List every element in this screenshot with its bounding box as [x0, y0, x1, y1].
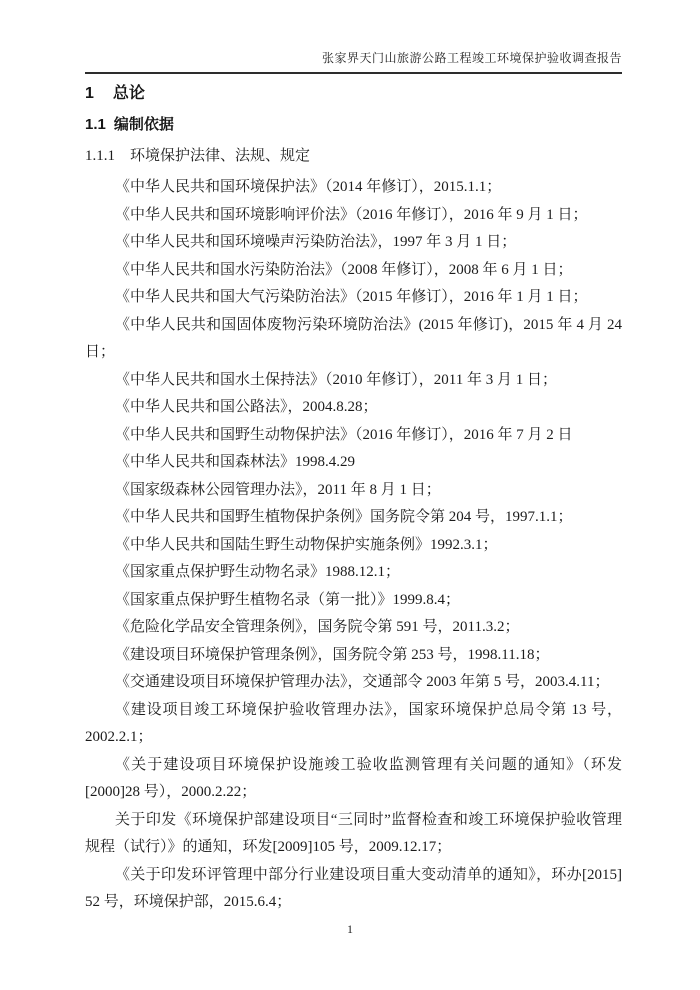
paragraph: 《国家重点保护野生动物名录》1988.12.1；	[115, 564, 401, 580]
paragraph: 《国家重点保护野生植物名录（第一批）》1999.8.4；	[115, 591, 461, 608]
document-content	[85, 84, 622, 917]
paragraph: 《中华人民共和国水污染防治法》（2008 年修订），2008 年 6 月 1 日；	[115, 261, 573, 278]
paragraph: 《中华人民共和国陆生野生动物保护实施条例》1992.3.1；	[115, 536, 498, 553]
paragraph: 《中华人民共和国水土保持法》（2010 年修订），2011 年 3 月 1 日；	[115, 371, 557, 388]
page-header-title: 张家界天门山旅游公路工程竣工环境保护验收调查报告	[321, 51, 622, 65]
heading-1-number: 1	[85, 85, 94, 102]
paragraph: 《中华人民共和国野生动物保护法》（2016 年修订），2016 年 7 月 2 日	[115, 426, 573, 443]
paragraph: 《中华人民共和国固体废物污染环境防治法》(2015 年修订)，2015 年 4 月 24 日；	[85, 316, 622, 360]
paragraph: 《关于建设项目环境保护设施竣工验收监测管理有关问题的通知》（环发[2000]28 号），2000.2.22；	[85, 756, 622, 800]
page-header	[85, 50, 622, 74]
paragraph: 《中华人民共和国环境噪声污染防治法》，1997 年 3 月 1 日；	[115, 234, 517, 250]
paragraph: 关于印发《环境保护部建设项目“三同时”监督检查和竣工环境保护验收管理规程（试行）》的通知，环发[2009]105 号，2009.12.17；	[85, 811, 622, 855]
paragraph: 《中华人民共和国公路法》，2004.8.28；	[115, 399, 378, 415]
paragraph: 《交通建设项目环境保护管理办法》，交通部令 2003 年第 5 号，2003.4.11；	[115, 674, 610, 690]
heading-level-1	[85, 84, 622, 104]
heading-2-number: 1.1	[85, 116, 106, 133]
heading-3-number: 1.1.1	[85, 148, 115, 164]
paragraph: 《中华人民共和国森林法》1998.4.29	[115, 454, 356, 470]
heading-2-title: 编制依据	[113, 116, 174, 133]
paragraph: 《国家级森林公园管理办法》，2011 年 8 月 1 日；	[115, 481, 441, 498]
paragraph: 《建设项目环境保护管理条例》，国务院令第 253 号，1998.11.18；	[115, 646, 550, 663]
heading-level-3	[85, 146, 622, 166]
paragraph: 《中华人民共和国环境影响评价法》（2016 年修订），2016 年 9 月 1 日；	[115, 206, 588, 223]
paragraph: 《建设项目竣工环境保护验收管理办法》，国家环境保护总局令第 13 号，2002.2.1；	[85, 701, 622, 745]
paragraph: 《关于印发环评管理中部分行业建设项目重大变动清单的通知》，环办[2015] 52 号，环境保护部，2015.6.4；	[85, 866, 622, 910]
paragraph: 《中华人民共和国环境保护法》（2014 年修订），2015.1.1；	[115, 179, 502, 195]
paragraph: 《中华人民共和国野生植物保护条例》国务院令第 204 号，1997.1.1；	[115, 509, 573, 525]
page-number: 1	[347, 922, 353, 936]
heading-level-2	[85, 115, 622, 135]
paragraph: 《危险化学品安全管理条例》，国务院令第 591 号，2011.3.2；	[115, 619, 520, 635]
paragraph: 《中华人民共和国大气污染防治法》（2015 年修订），2016 年 1 月 1 日；	[115, 289, 588, 305]
heading-3-title: 环境保护法律、法规、规定	[130, 148, 311, 164]
heading-1-title: 总论	[112, 85, 145, 102]
